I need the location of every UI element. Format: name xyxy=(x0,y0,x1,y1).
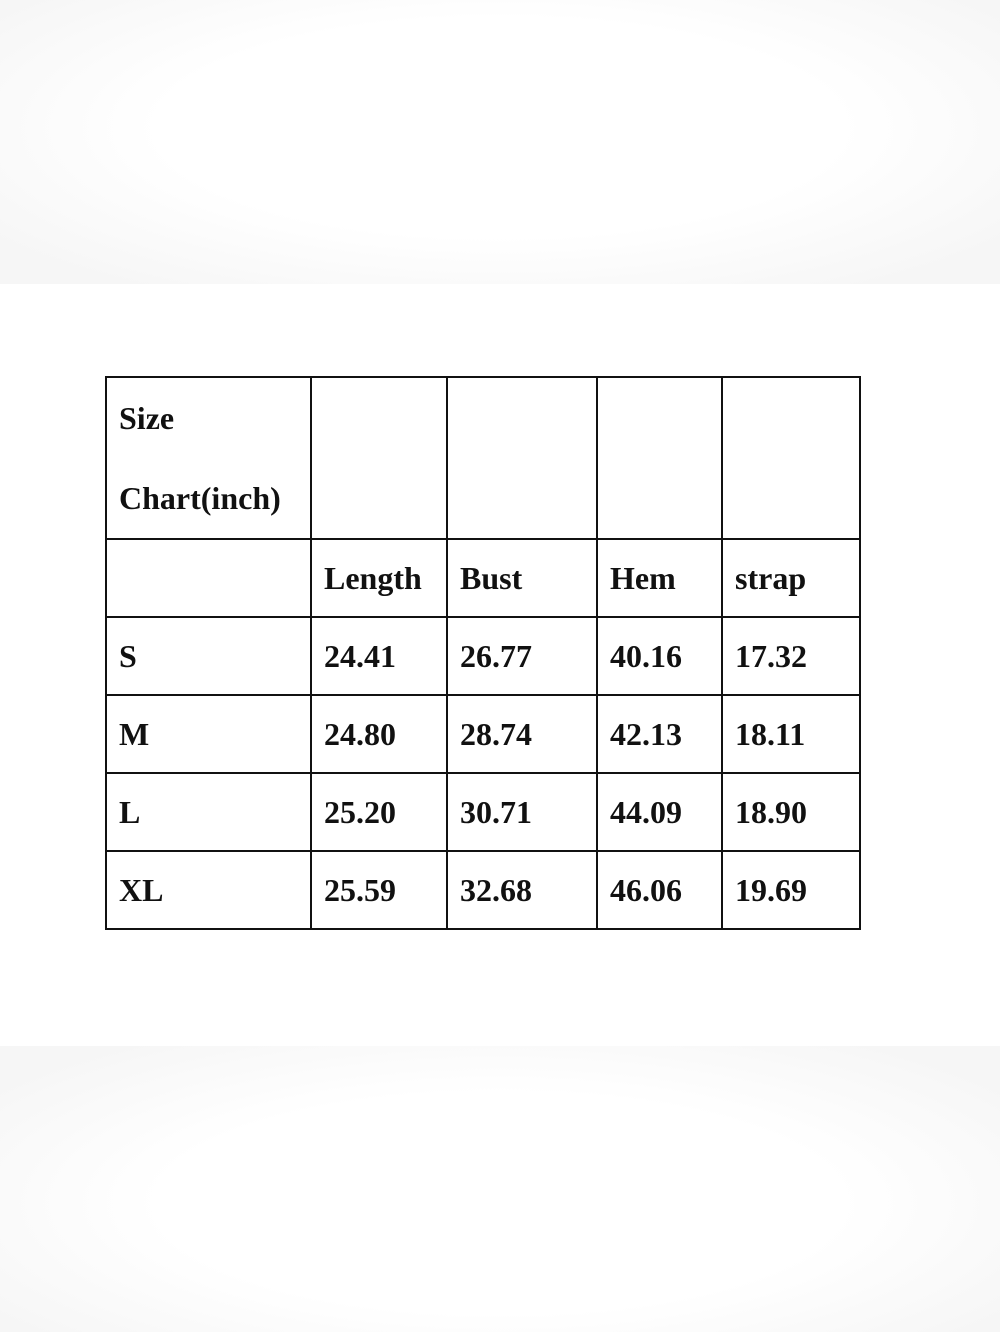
size-label: M xyxy=(106,695,311,773)
header-cell-bust: Bust xyxy=(447,539,597,617)
size-label: S xyxy=(106,617,311,695)
table-title xyxy=(106,377,311,539)
table-cell: 25.59 xyxy=(311,851,447,929)
table-row xyxy=(106,773,860,851)
background-bottom xyxy=(0,1046,1000,1332)
table-cell: 42.13 xyxy=(597,695,722,773)
table-title-line-1: Size xyxy=(119,400,175,436)
table-title-line-2: Chart(inch) xyxy=(119,480,281,516)
table-cell: 44.09 xyxy=(597,773,722,851)
table-cell: 17.32 xyxy=(722,617,860,695)
header-cell-length: Length xyxy=(311,539,447,617)
table-row xyxy=(106,695,860,773)
empty-cell xyxy=(597,377,722,539)
table-title-row xyxy=(106,377,860,539)
size-label: XL xyxy=(106,851,311,929)
table-cell: 30.71 xyxy=(447,773,597,851)
table-row xyxy=(106,617,860,695)
table-cell: 18.90 xyxy=(722,773,860,851)
table-cell: 18.11 xyxy=(722,695,860,773)
background-top xyxy=(0,0,1000,284)
table-header-row xyxy=(106,539,860,617)
size-chart-table xyxy=(105,376,861,930)
size-label: L xyxy=(106,773,311,851)
table-cell: 28.74 xyxy=(447,695,597,773)
header-cell-strap: strap xyxy=(722,539,860,617)
table-cell: 46.06 xyxy=(597,851,722,929)
table-cell: 19.69 xyxy=(722,851,860,929)
table-cell: 25.20 xyxy=(311,773,447,851)
table-cell: 24.80 xyxy=(311,695,447,773)
table-cell: 26.77 xyxy=(447,617,597,695)
table-cell: 40.16 xyxy=(597,617,722,695)
table-cell: 24.41 xyxy=(311,617,447,695)
empty-cell xyxy=(311,377,447,539)
table-cell: 32.68 xyxy=(447,851,597,929)
table-row xyxy=(106,851,860,929)
header-cell-hem: Hem xyxy=(597,539,722,617)
empty-cell xyxy=(447,377,597,539)
header-cell-blank xyxy=(106,539,311,617)
empty-cell xyxy=(722,377,860,539)
